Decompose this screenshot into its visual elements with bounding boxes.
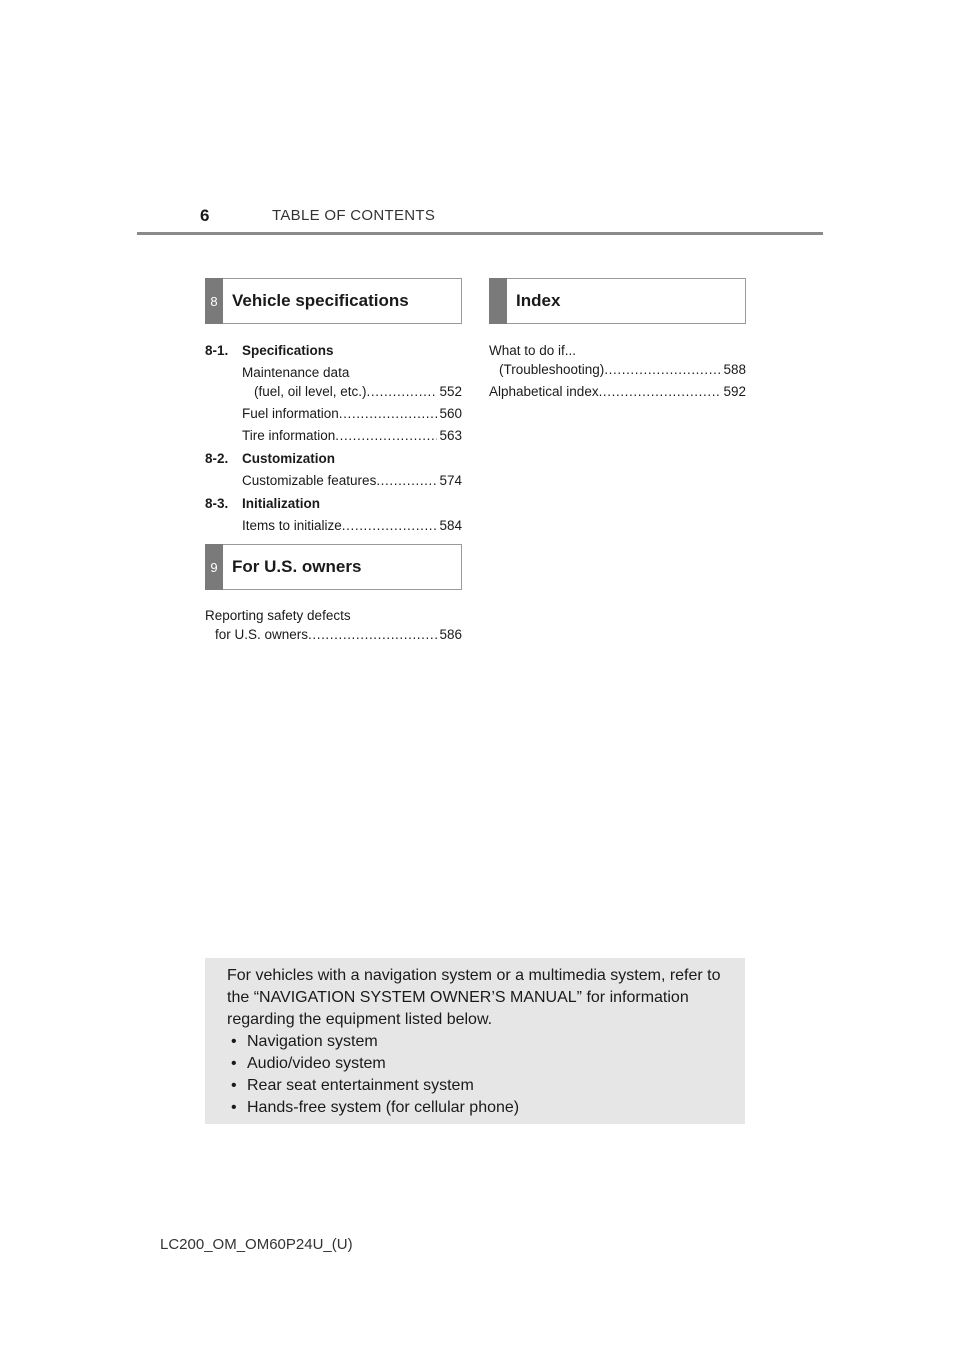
list-item: • Navigation system — [231, 1033, 378, 1050]
toc-entry-alphabetical-index[interactable]: Alphabetical index ..... 592 — [489, 382, 746, 401]
chapter-8-2[interactable]: 8-2. Customization — [205, 451, 335, 466]
toc-entry-tire-information[interactable]: Tire information ..... 563 — [242, 426, 462, 445]
section-9-header[interactable] — [205, 544, 462, 590]
toc-entry-troubleshooting[interactable]: What to do if... (Troubleshooting) ..... 588 — [489, 341, 746, 379]
index-tab — [489, 278, 507, 324]
toc-entry-fuel-information[interactable]: Fuel information ..... 560 — [242, 404, 462, 423]
header-rule — [137, 232, 823, 235]
navigation-note — [205, 958, 745, 1124]
index-toc — [489, 341, 746, 401]
section-8-header[interactable] — [205, 278, 462, 324]
note-bullet-list — [227, 1031, 733, 1119]
header-title: TABLE OF CONTENTS — [272, 207, 436, 224]
footer-manual-code: LC200_OM_OM60P24U_(U) — [160, 1236, 353, 1253]
right-column — [489, 278, 746, 401]
list-item: • Audio/video system — [231, 1055, 386, 1072]
left-column-sec9 — [205, 544, 462, 644]
index-title: Index — [516, 291, 561, 310]
toc-entry-reporting-safety-defects[interactable]: Reporting safety defects for U.S. owners ..... 586 — [205, 606, 462, 644]
chapter-8-1[interactable]: 8-1. Specifications — [205, 343, 334, 358]
section-8-toc — [205, 341, 462, 535]
left-column — [205, 278, 462, 535]
note-text: For vehicles with a navigation system or a multimedia system, refer to the “NAVIGATION SYSTEM OWNER’S MANUAL” for information regarding the equipment listed below. — [227, 967, 721, 1028]
page-number: 6 — [200, 206, 210, 225]
list-item: • Rear seat entertainment system — [231, 1077, 474, 1094]
page-ref: 588 — [723, 362, 746, 377]
section-9-title: For U.S. owners — [232, 557, 362, 576]
section-8-tab: 8 — [205, 278, 223, 324]
toc-entry-maintenance-data[interactable]: Maintenance data (fuel, oil level, etc.) ..... 552 — [242, 363, 462, 401]
page-ref: 586 — [439, 627, 462, 642]
list-item: • Hands-free system (for cellular phone) — [231, 1099, 520, 1116]
page-header — [0, 0, 960, 240]
page-ref: 592 — [723, 384, 746, 399]
toc-entry-items-to-initialize[interactable]: Items to initialize ..... 584 — [242, 516, 462, 535]
section-9-toc — [205, 606, 462, 644]
section-8-title: Vehicle specifications — [232, 291, 409, 310]
chapter-8-3[interactable]: 8-3. Initialization — [205, 496, 321, 511]
page-ref: 560 — [439, 406, 462, 421]
page-ref: 584 — [439, 518, 462, 533]
page-ref: 563 — [439, 428, 462, 443]
section-9-tab: 9 — [205, 544, 223, 590]
index-header[interactable] — [489, 278, 746, 324]
page-ref: 574 — [439, 473, 462, 488]
page-ref: 552 — [439, 384, 462, 399]
toc-entry-customizable-features[interactable]: Customizable features ..... 574 — [242, 471, 462, 490]
